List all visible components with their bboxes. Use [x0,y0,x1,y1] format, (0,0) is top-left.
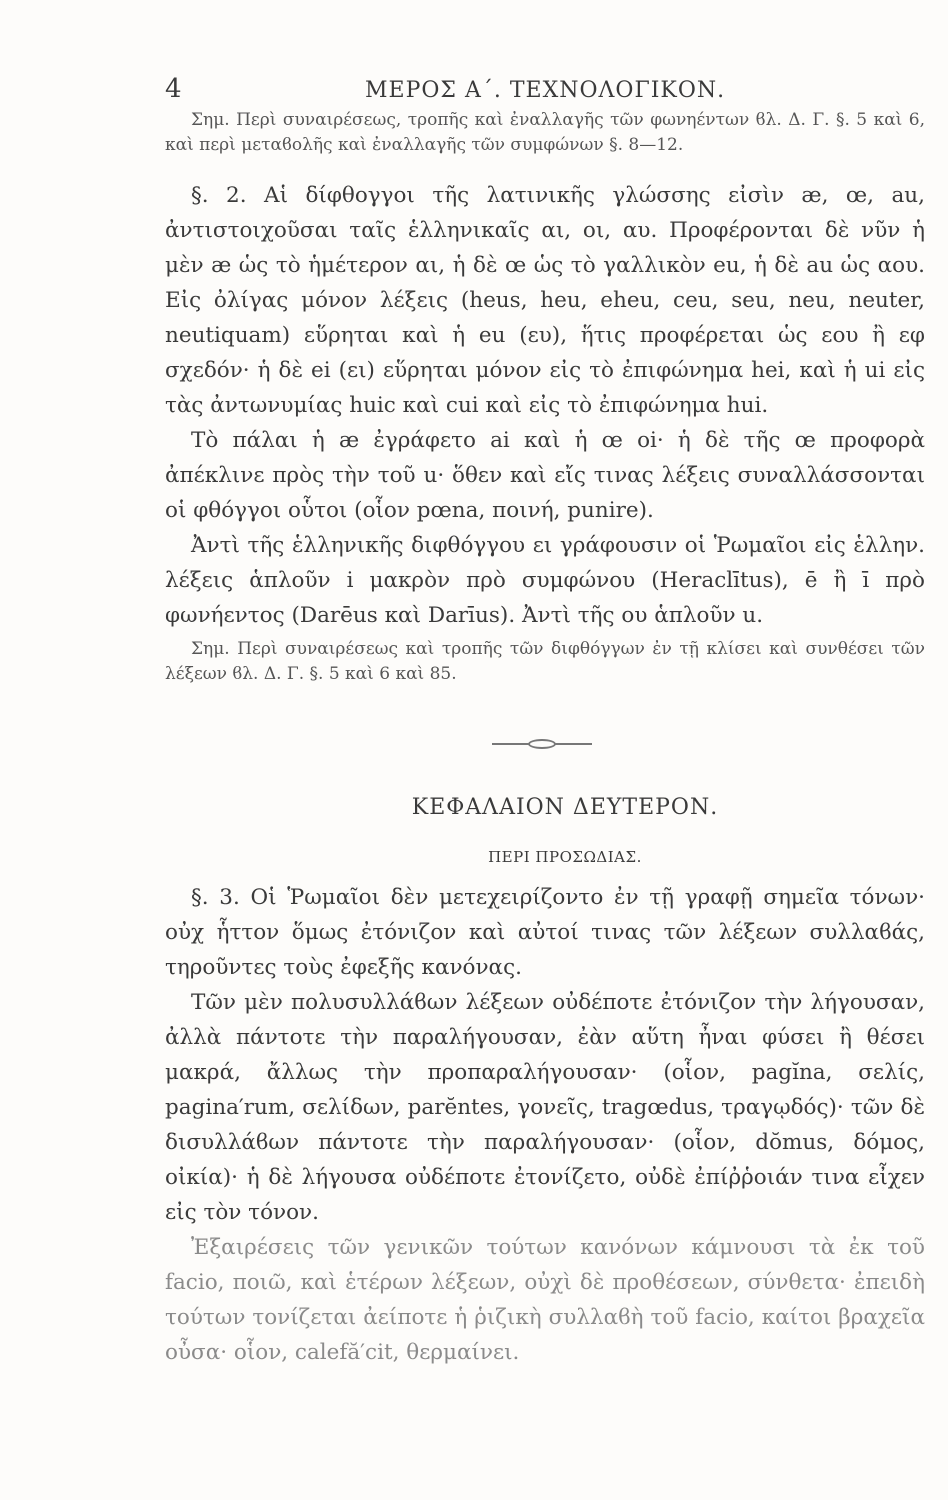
section-2-paragraph-2: Τὸ πάλαι ἡ æ ἐγράφετο ai καὶ ἡ œ oi· ἡ δὲ τῆς œ προφορὰ ἀπέκλινε πρὸς τὴν τοῦ u· ὅθεν καὶ εἴς τινας λέξεις συναλλάσσονται οἱ φθόγγοι οὗτοι (οἷον pœna, ποινή, punire). [165,428,925,523]
chapter-title: ΚΕΦΑΛΑΙΟΝ ΔΕΥΤΕΡΟΝ. [411,795,719,820]
footnote-paragraph: Σημ. Περὶ συναιρέσεως, τροπῆς καὶ ἐναλλαγῆς τῶν φωνηέντων ϐλ. Δ. Γ. §. 5 καὶ 6, καὶ περὶ μεταϐολῆς καὶ ἐναλλαγῆς τῶν συμφώνων §. 8—12. [165,110,925,155]
page-number: 4 [165,74,182,104]
section-3-paragraph-1: §. 3. Οἱ Ῥωμαῖοι δὲν μετεχειρίζοντο ἐν τῇ γραφῇ σημεῖα τόνων· οὐχ ἧττον ὅμως ἐτόνιζον καὶ αὐτοί τινας τῶν λέξεων συλλαϐάς, τηροῦντες τοὺς ἐφεξῆς κανόνας. [165,885,925,980]
note-block-1 [165,108,925,158]
section-3-paragraph-3: Ἐξαιρέσεις τῶν γενικῶν τούτων κανόνων κάμνουσι τὰ ἐκ τοῦ facio, ποιῶ, καὶ ἑτέρων λέξεων, οὐχὶ δὲ προθέσεων, σύνθετα· ἐπειδὴ τούτων τονίζεται ἀείποτε ἡ ῥιζικὴ συλλαϐὴ τοῦ facio, καίτοι βραχεῖα οὖσα· οἷον, calefă′cit, θερμαίνει. [165,1235,925,1365]
section-3-paragraph-2: Τῶν μὲν πολυσυλλάϐων λέξεων οὐδέποτε ἐτόνιζον τὴν λήγουσαν, ἀλλὰ πάντοτε τὴν παραλήγουσαν, ἐὰν αὕτη ἦναι φύσει ἢ θέσει μακρά, ἄλλως τὴν προπαραλήγουσαν· (οἷον, pagĭna, σελίς, pagina′rum, σελίδων, parĕntes, γονεῖς, tragœdus, τραγῳδός)· τῶν δὲ δισυλλάϐων πάντοτε τὴν παραλήγουσαν· (οἷον, dŏmus, δόμος, οἰκία)· ἡ δὲ λήγουσα οὐδέποτε ἐτονίζετο, οὐδὲ ἐπίῤῥοιάν τινα εἶχεν εἰς τὸν τόνον. [165,990,925,1225]
section-2-note: Σημ. Περὶ συναιρέσεως καὶ τροπῆς τῶν διφθόγγων ἐν τῇ κλίσει καὶ συνθέσει τῶν λέξεων ϐλ. Δ. Γ. §. 5 καὶ 6 καὶ 85. [165,639,925,684]
section-3 [165,880,925,1370]
section-2 [165,178,925,687]
ornamental-divider [492,743,592,745]
section-2-paragraph-3: Ἀντὶ τῆς ἑλληνικῆς διφθόγγου ει γράφουσιν οἱ Ῥωμαῖοι εἰς ἑλλην. λέξεις ἁπλοῦν i μακρὸν πρὸ συμφώνου (Heraclītus), ē ἢ ī πρὸ φωνήεντος (Darēus καὶ Darīus). Ἀντὶ τῆς ου ἁπλοῦν u. [165,533,925,628]
chapter-subtitle: ΠΕΡΙ ΠΡΟΣΩΔΙΑΣ. [488,848,642,866]
section-2-paragraph-1: §. 2. Αἱ δίφθογγοι τῆς λατινικῆς γλώσσης εἰσὶν æ, œ, au, ἀντιστοιχοῦσαι ταῖς ἑλληνικαῖς αι, οι, αυ. Προφέρονται δὲ νῦν ἡ μὲν æ ὡς τὸ ἡμέτερον αι, ἡ δὲ œ ὡς τὸ γαλλικὸν eu, ἡ δὲ au ὡς αου. Εἰς ὀλίγας μόνον λέξεις (heus, heu, eheu, ceu, seu, neu, neuter, neutiquam) εὕρηται καὶ ἡ eu (ευ), ἥτις προφέρεται ὡς εου ἢ εφ σχεδόν· ἡ δὲ ei (ει) εὕρηται μόνον εἰς τὸ ἐπιφώνημα hei, καὶ ἡ ui εἰς τὰς ἀντωνυμίας huic καὶ cui καὶ εἰς τὸ ἐπιφώνημα hui. [165,183,925,418]
running-head: ΜΕΡΟΣ Α΄. ΤΕΧΝΟΛΟΓΙΚΟΝ. [365,78,726,103]
